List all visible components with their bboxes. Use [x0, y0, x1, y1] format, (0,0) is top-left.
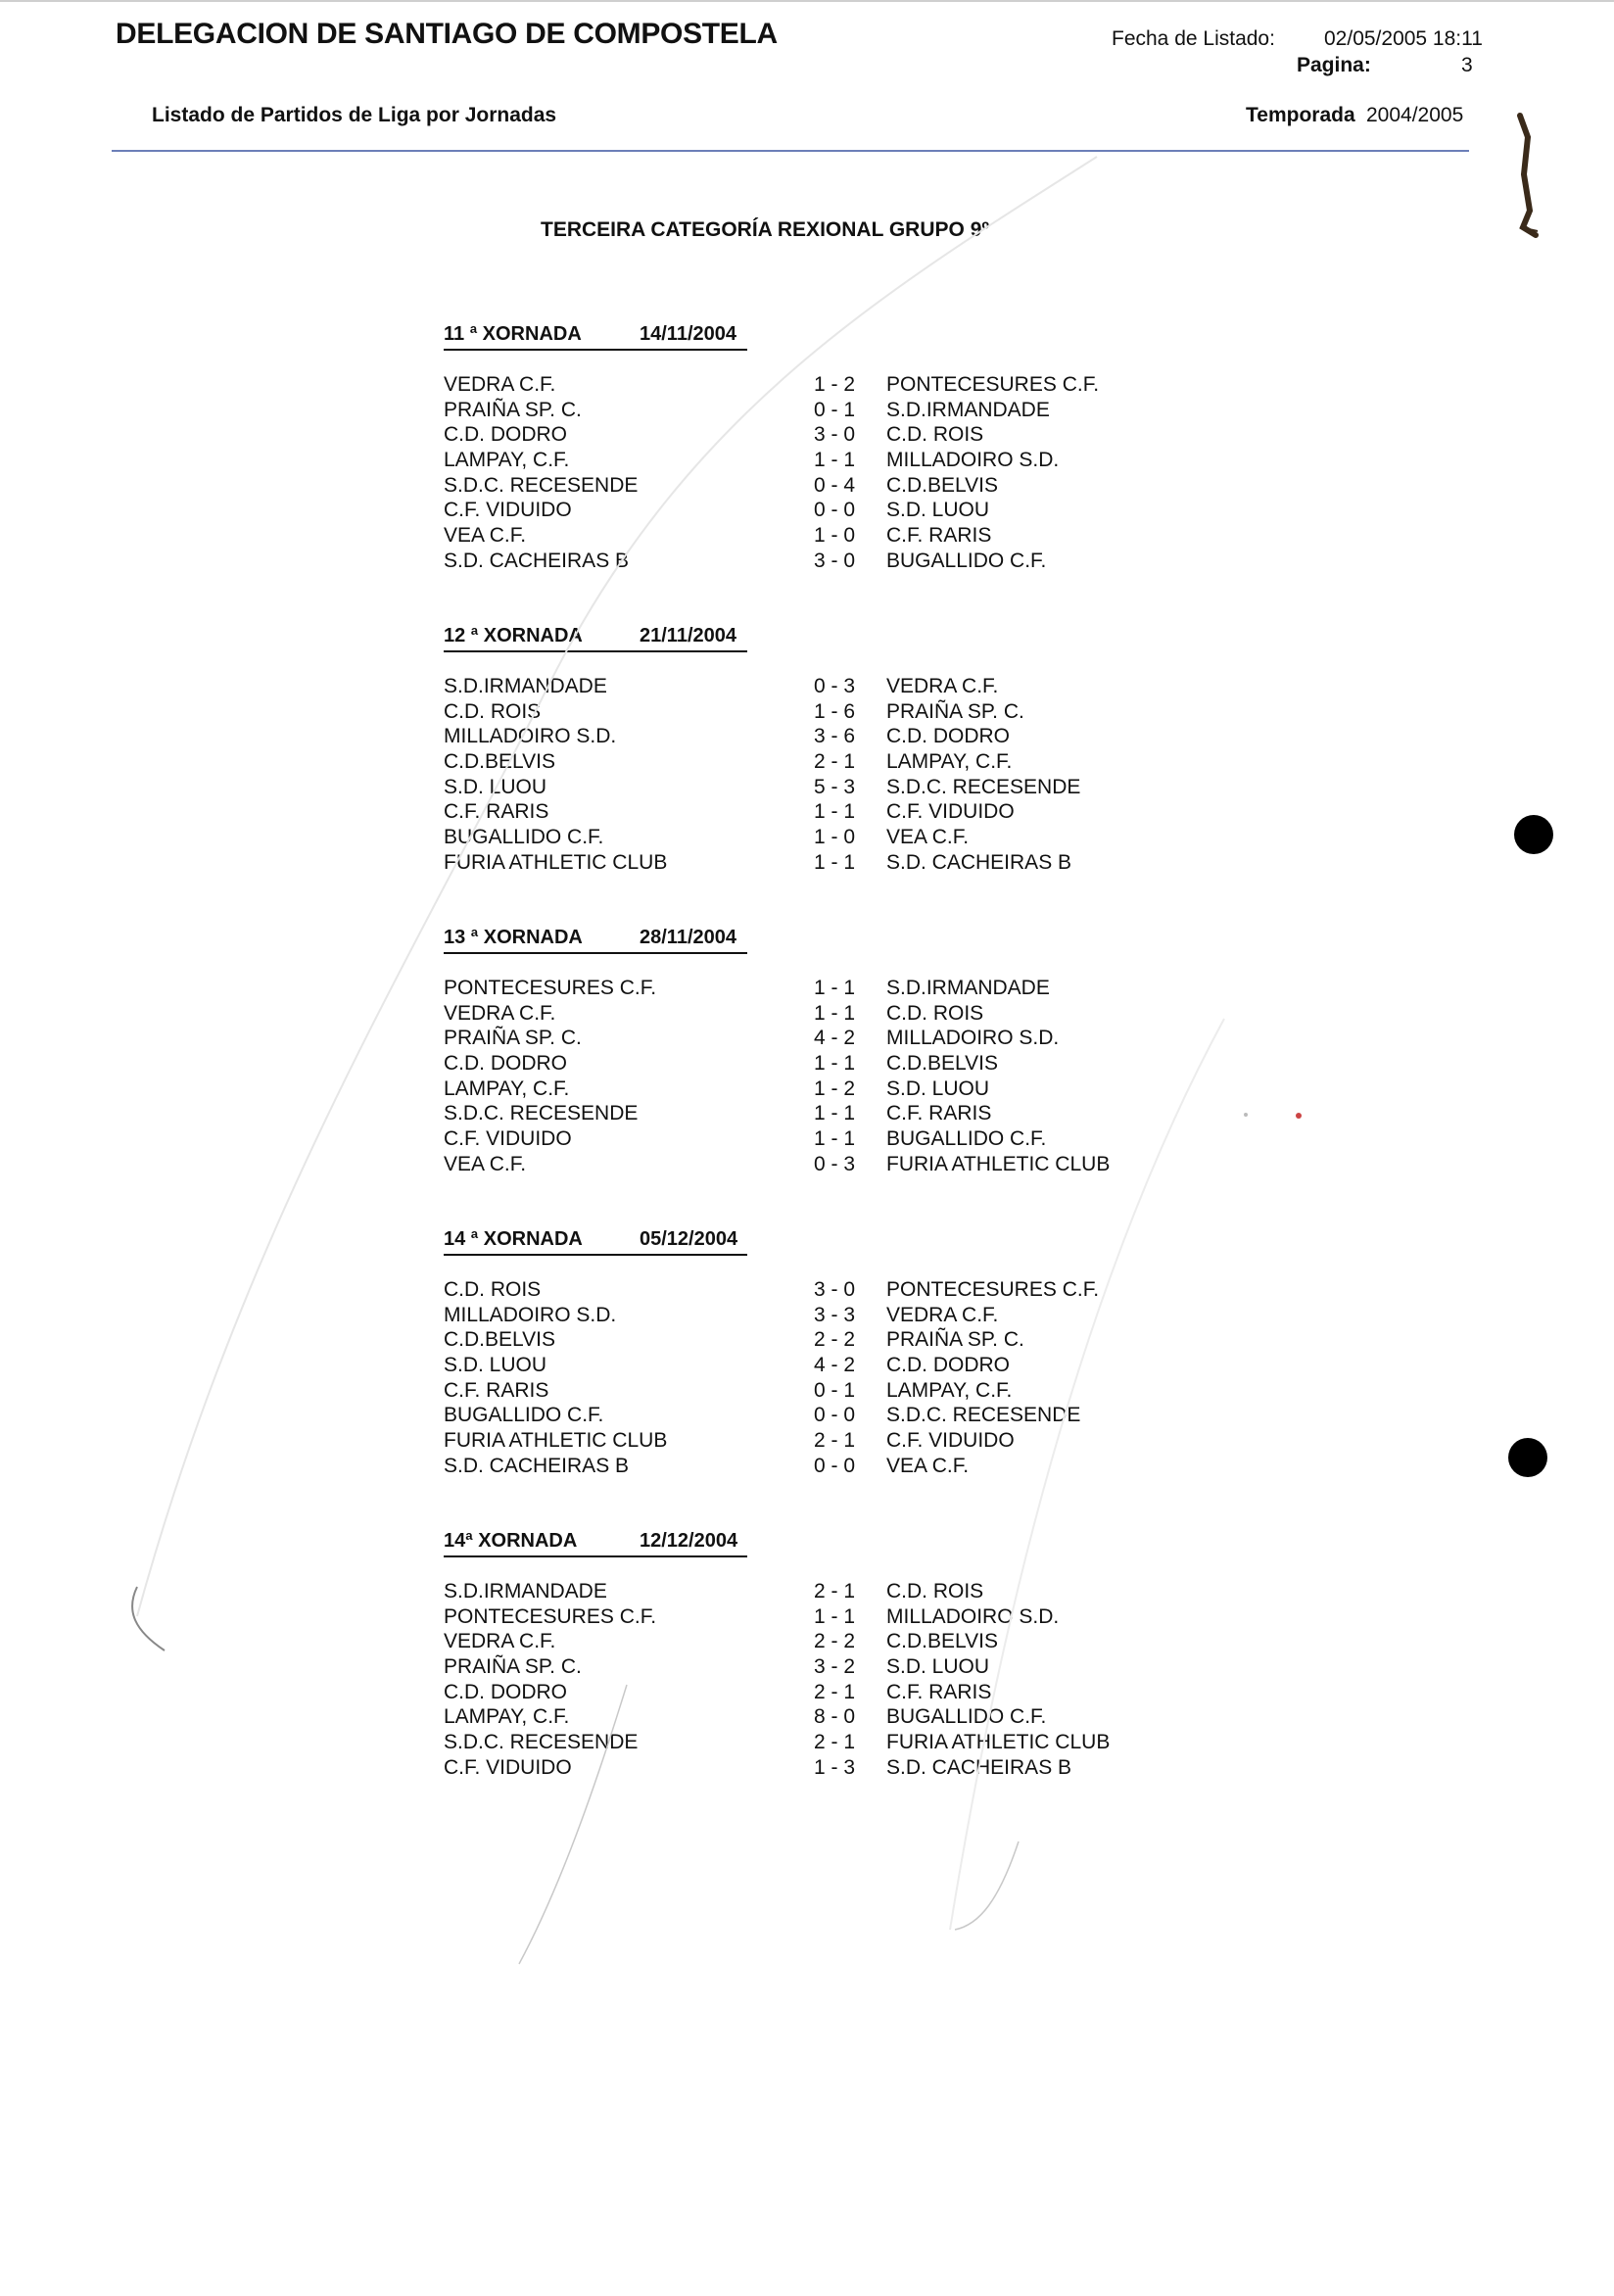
match-row	[444, 1629, 1129, 1654]
home-team: C.F. RARIS	[444, 1378, 549, 1402]
match-row	[444, 1327, 1129, 1353]
away-team: C.D. DODRO	[886, 725, 1010, 748]
home-team: VEDRA C.F.	[444, 1630, 556, 1653]
match-row	[444, 473, 1129, 499]
away-team: S.D.IRMANDADE	[886, 398, 1050, 421]
home-team: FURIA ATHLETIC CLUB	[444, 850, 668, 874]
home-team: VEDRA C.F.	[444, 373, 556, 396]
match-row	[444, 549, 1129, 574]
home-team: S.D.IRMANDADE	[444, 675, 607, 697]
match-row	[444, 398, 1129, 423]
match-score: 2 - 1	[814, 1680, 856, 1703]
round-block	[444, 1228, 1129, 1477]
listing-date-label: Fecha de Listado:	[1112, 27, 1275, 50]
round-heading	[444, 323, 747, 351]
home-team: PRAIÑA SP. C.	[444, 398, 582, 421]
round-date: 05/12/2004	[640, 1228, 738, 1250]
home-team: BUGALLIDO C.F.	[444, 826, 604, 849]
page-number: 3	[1461, 54, 1473, 76]
match-row	[444, 1730, 1129, 1755]
home-team: S.D.IRMANDADE	[444, 1580, 607, 1602]
away-team: C.D.BELVIS	[886, 1630, 998, 1653]
home-team: C.D. ROIS	[444, 699, 542, 723]
match-row	[444, 1126, 1129, 1152]
match-row	[444, 1454, 1129, 1479]
away-team: C.F. RARIS	[886, 1680, 992, 1703]
match-score: 1 - 1	[814, 800, 856, 824]
match-list	[444, 1579, 1129, 1781]
away-team: MILLADOIRO S.D.	[886, 1604, 1060, 1628]
scan-speck	[1296, 1113, 1302, 1119]
away-team: C.D. ROIS	[886, 1001, 984, 1025]
home-team: C.D.BELVIS	[444, 1328, 555, 1352]
round-block	[444, 625, 1129, 874]
home-team: C.D. ROIS	[444, 1278, 542, 1301]
home-team: C.F. VIDUIDO	[444, 499, 572, 522]
away-team: S.D.C. RECESENDE	[886, 1404, 1081, 1427]
match-score: 1 - 1	[814, 1052, 856, 1076]
away-team: S.D. CACHEIRAS B	[886, 1755, 1072, 1779]
round-date: 12/12/2004	[640, 1530, 738, 1552]
organization-title: DELEGACION DE SANTIAGO DE COMPOSTELA	[116, 18, 778, 50]
match-list	[444, 372, 1129, 574]
match-score: 2 - 1	[814, 1731, 856, 1754]
home-team: C.F. RARIS	[444, 800, 549, 824]
round-date: 14/11/2004	[640, 323, 736, 345]
home-team: S.D.C. RECESENDE	[444, 473, 639, 497]
pen-stroke	[132, 1587, 165, 1650]
match-score: 0 - 3	[814, 1152, 856, 1175]
match-row	[444, 523, 1129, 549]
match-row	[444, 1001, 1129, 1027]
home-team: LAMPAY, C.F.	[444, 1076, 570, 1100]
home-team: PRAIÑA SP. C.	[444, 1027, 582, 1050]
match-score: 8 - 0	[814, 1705, 856, 1729]
match-score: 1 - 0	[814, 524, 856, 548]
away-team: MILLADOIRO S.D.	[886, 1027, 1060, 1050]
away-team: VEDRA C.F.	[886, 675, 999, 697]
match-score: 3 - 6	[814, 725, 856, 748]
home-team: C.D. DODRO	[444, 1052, 567, 1076]
away-team: VEA C.F.	[886, 826, 970, 849]
away-team: VEDRA C.F.	[886, 1303, 999, 1326]
match-row	[444, 749, 1129, 775]
match-row	[444, 1755, 1129, 1781]
match-list	[444, 674, 1129, 876]
away-team: C.F. VIDUIDO	[886, 800, 1015, 824]
match-score: 3 - 0	[814, 423, 856, 447]
home-team: C.D. DODRO	[444, 1680, 567, 1703]
away-team: MILLADOIRO S.D.	[886, 449, 1060, 472]
home-team: S.D.C. RECESENDE	[444, 1102, 639, 1125]
match-row	[444, 850, 1129, 876]
round-heading	[444, 927, 747, 954]
round-block	[444, 323, 1129, 572]
home-team: VEA C.F.	[444, 1152, 527, 1175]
away-team: PONTECESURES C.F.	[886, 1278, 1100, 1301]
match-row	[444, 976, 1129, 1001]
match-row	[444, 1051, 1129, 1076]
away-team: LAMPAY, C.F.	[886, 750, 1013, 774]
home-team: C.D.BELVIS	[444, 750, 555, 774]
home-team: S.D.C. RECESENDE	[444, 1731, 639, 1754]
match-score: 1 - 2	[814, 373, 856, 396]
binder-clip-mark	[1520, 116, 1536, 235]
round-block	[444, 1530, 1129, 1779]
match-score: 0 - 4	[814, 473, 856, 497]
round-heading	[444, 1530, 747, 1557]
match-list	[444, 1277, 1129, 1479]
match-row	[444, 1026, 1129, 1051]
away-team: C.D. DODRO	[886, 1354, 1010, 1377]
away-team: S.D. LUOU	[886, 499, 990, 522]
match-row	[444, 1403, 1129, 1428]
match-row	[444, 799, 1129, 825]
match-score: 1 - 1	[814, 1127, 856, 1151]
match-row	[444, 1378, 1129, 1404]
match-score: 0 - 0	[814, 1454, 856, 1477]
match-score: 0 - 3	[814, 675, 856, 697]
round-date: 21/11/2004	[640, 625, 736, 646]
away-team: C.F. RARIS	[886, 1102, 992, 1125]
match-score: 1 - 1	[814, 449, 856, 472]
match-row	[444, 422, 1129, 448]
home-team: LAMPAY, C.F.	[444, 1705, 570, 1729]
category-title: TERCEIRA CATEGORÍA REXIONAL GRUPO 9º	[541, 218, 990, 241]
match-row	[444, 1680, 1129, 1705]
home-team: S.D. LUOU	[444, 775, 547, 798]
match-row	[444, 1076, 1129, 1102]
match-score: 2 - 2	[814, 1630, 856, 1653]
match-score: 2 - 2	[814, 1328, 856, 1352]
away-team: VEA C.F.	[886, 1454, 970, 1477]
match-row	[444, 498, 1129, 523]
match-score: 4 - 2	[814, 1354, 856, 1377]
match-score: 4 - 2	[814, 1027, 856, 1050]
match-row	[444, 372, 1129, 398]
match-score: 2 - 1	[814, 1580, 856, 1602]
season-label: Temporada	[1246, 104, 1355, 126]
away-team: S.D. LUOU	[886, 1655, 990, 1679]
season-value: 2004/2005	[1366, 104, 1464, 126]
match-row	[444, 724, 1129, 749]
away-team: BUGALLIDO C.F.	[886, 1705, 1047, 1729]
away-team: PRAIÑA SP. C.	[886, 699, 1024, 723]
match-row	[444, 1152, 1129, 1177]
home-team: VEA C.F.	[444, 524, 527, 548]
home-team: C.F. VIDUIDO	[444, 1755, 572, 1779]
match-row	[444, 1428, 1129, 1454]
home-team: VEDRA C.F.	[444, 1001, 556, 1025]
round-label: 13 ª XORNADA	[444, 927, 583, 948]
match-score: 1 - 1	[814, 1102, 856, 1125]
match-score: 3 - 2	[814, 1655, 856, 1679]
match-score: 1 - 2	[814, 1076, 856, 1100]
away-team: C.D. ROIS	[886, 423, 984, 447]
match-score: 0 - 0	[814, 499, 856, 522]
away-team: C.D.BELVIS	[886, 473, 998, 497]
home-team: LAMPAY, C.F.	[444, 449, 570, 472]
away-team: S.D.IRMANDADE	[886, 977, 1050, 999]
pen-stroke	[955, 1842, 1019, 1930]
away-team: S.D. CACHEIRAS B	[886, 850, 1072, 874]
match-row	[444, 1353, 1129, 1378]
away-team: FURIA ATHLETIC CLUB	[886, 1152, 1111, 1175]
match-score: 1 - 1	[814, 977, 856, 999]
away-team: PRAIÑA SP. C.	[886, 1328, 1024, 1352]
away-team: BUGALLIDO C.F.	[886, 549, 1047, 572]
match-list	[444, 976, 1129, 1177]
scan-top-edge	[0, 0, 1614, 2]
round-block	[444, 927, 1129, 1175]
away-team: PONTECESURES C.F.	[886, 373, 1100, 396]
match-score: 3 - 0	[814, 1278, 856, 1301]
match-score: 5 - 3	[814, 775, 856, 798]
away-team: C.D.BELVIS	[886, 1052, 998, 1076]
round-label: 12 ª XORNADA	[444, 625, 583, 646]
round-date: 28/11/2004	[640, 927, 736, 948]
match-score: 1 - 0	[814, 826, 856, 849]
match-score: 2 - 1	[814, 1429, 856, 1453]
home-team: PONTECESURES C.F.	[444, 1604, 657, 1628]
match-score: 1 - 1	[814, 850, 856, 874]
round-label: 11 ª XORNADA	[444, 323, 582, 345]
away-team: C.D. ROIS	[886, 1580, 984, 1602]
match-row	[444, 674, 1129, 699]
match-score: 3 - 3	[814, 1303, 856, 1326]
punch-hole	[1508, 1438, 1547, 1477]
away-team: S.D.C. RECESENDE	[886, 775, 1081, 798]
round-label: 14 ª XORNADA	[444, 1228, 583, 1250]
match-row	[444, 1654, 1129, 1680]
home-team: PONTECESURES C.F.	[444, 977, 657, 999]
scan-speck	[1244, 1113, 1248, 1117]
report-title: Listado de Partidos de Liga por Jornadas	[152, 104, 557, 126]
match-score: 1 - 6	[814, 699, 856, 723]
home-team: MILLADOIRO S.D.	[444, 1303, 617, 1326]
home-team: S.D. CACHEIRAS B	[444, 1454, 630, 1477]
away-team: S.D. LUOU	[886, 1076, 990, 1100]
match-row	[444, 775, 1129, 800]
match-score: 1 - 1	[814, 1001, 856, 1025]
home-team: FURIA ATHLETIC CLUB	[444, 1429, 668, 1453]
match-row	[444, 1101, 1129, 1126]
away-team: C.F. VIDUIDO	[886, 1429, 1015, 1453]
away-team: FURIA ATHLETIC CLUB	[886, 1731, 1111, 1754]
home-team: C.D. DODRO	[444, 423, 567, 447]
away-team: LAMPAY, C.F.	[886, 1378, 1013, 1402]
match-score: 0 - 1	[814, 1378, 856, 1402]
home-team: PRAIÑA SP. C.	[444, 1655, 582, 1679]
header-divider	[112, 150, 1469, 152]
round-heading	[444, 625, 747, 652]
home-team: C.F. VIDUIDO	[444, 1127, 572, 1151]
match-score: 1 - 3	[814, 1755, 856, 1779]
match-row	[444, 1579, 1129, 1604]
home-team: BUGALLIDO C.F.	[444, 1404, 604, 1427]
away-team: BUGALLIDO C.F.	[886, 1127, 1047, 1151]
home-team: S.D. LUOU	[444, 1354, 547, 1377]
match-row	[444, 1604, 1129, 1630]
round-heading	[444, 1228, 747, 1256]
match-row	[444, 1303, 1129, 1328]
match-score: 2 - 1	[814, 750, 856, 774]
match-score: 1 - 1	[814, 1604, 856, 1628]
home-team: S.D. CACHEIRAS B	[444, 549, 630, 572]
listing-date-value: 02/05/2005 18:11	[1324, 27, 1483, 50]
match-row	[444, 448, 1129, 473]
match-score: 3 - 0	[814, 549, 856, 572]
page-label: Pagina:	[1297, 54, 1371, 76]
match-score: 0 - 1	[814, 398, 856, 421]
binder-clip-mark	[1520, 227, 1538, 231]
match-row	[444, 1704, 1129, 1730]
match-row	[444, 1277, 1129, 1303]
match-score: 0 - 0	[814, 1404, 856, 1427]
round-label: 14ª XORNADA	[444, 1530, 578, 1552]
punch-hole	[1514, 815, 1553, 854]
match-row	[444, 825, 1129, 850]
away-team: C.F. RARIS	[886, 524, 992, 548]
home-team: MILLADOIRO S.D.	[444, 725, 617, 748]
match-row	[444, 699, 1129, 725]
